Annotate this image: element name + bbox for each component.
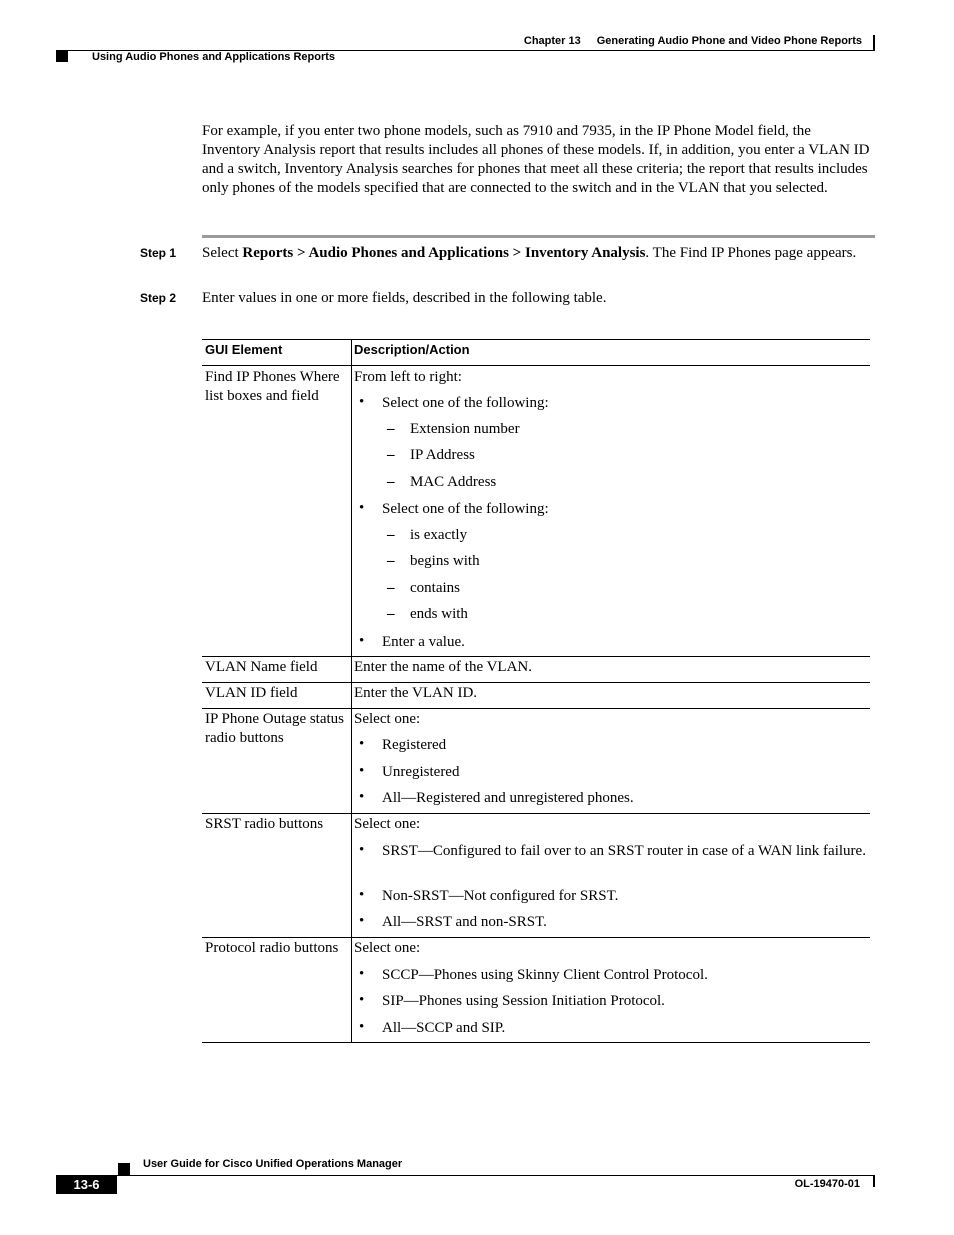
- footer-right-bar: [873, 1175, 875, 1187]
- step-2-text: Enter values in one or more fields, described in the following table.: [202, 290, 607, 306]
- table-header-description: Description/Action: [354, 342, 470, 357]
- row-4-lead: Select one:: [354, 711, 421, 727]
- table-top-rule: [202, 339, 870, 340]
- table-row-rule: [202, 813, 870, 814]
- row-2-lead: Enter the name of the VLAN.: [354, 659, 533, 675]
- header-right-bar: [873, 35, 875, 50]
- row-6-bullet-3: All—SCCP and SIP.: [382, 1020, 506, 1036]
- row-1-bullet-2-sub-1: is exactly: [410, 527, 468, 543]
- row-6-bullet-2: SIP—Phones using Session Initiation Protocol.: [382, 993, 665, 1009]
- row-6-lead: Select one:: [354, 940, 421, 956]
- bullet-icon: •: [359, 992, 365, 1008]
- dash-icon: –: [387, 606, 395, 622]
- row-5-element: SRST radio buttons: [205, 816, 324, 832]
- row-1-lead: From left to right:: [354, 369, 462, 385]
- row-5-lead: Select one:: [354, 816, 421, 832]
- bullet-icon: •: [359, 887, 365, 903]
- bullet-icon: •: [359, 1019, 365, 1035]
- footer-rule: [117, 1175, 875, 1176]
- row-1-element: Find IP Phones Where list boxes and field: [205, 369, 340, 404]
- row-1-bullet-2-sub-3: contains: [410, 580, 460, 596]
- running-header-chapter: [524, 35, 862, 47]
- bullet-icon: •: [359, 763, 365, 779]
- dash-icon: –: [387, 527, 395, 543]
- table-header-rule: [202, 365, 870, 366]
- footer-guide-title: User Guide for Cisco Unified Operations Manager: [143, 1158, 403, 1170]
- row-1-bullet-2: Select one of the following:: [382, 501, 549, 517]
- dash-icon: –: [387, 421, 395, 437]
- chapter-label: Chapter 13: [523, 35, 581, 47]
- intro-paragraph: For example, if you enter two phone models, such as 7910 and 7935, in the IP Phone Model field, the Inventory Analysis report that results includes all phones of these models. If, in addition, you enter a VLAN ID and a switch, Inventory Analysis searches for phones that meet all these criteria; the report that results includes only phones of the models specified that are connected to the switch and in the VLAN that you selected.: [202, 123, 870, 196]
- header-block-marker: [56, 50, 68, 62]
- dash-icon: –: [387, 580, 395, 596]
- step-1-suffix: . The Find IP Phones page appears.: [645, 245, 857, 261]
- step-1-label: Step 1: [140, 246, 177, 260]
- row-6-element: Protocol radio buttons: [205, 940, 339, 956]
- row-1-bullet-1-sub-2: IP Address: [410, 447, 475, 463]
- row-1-bullet-2-sub-4: ends with: [410, 606, 468, 622]
- bullet-icon: •: [359, 789, 365, 805]
- bullet-icon: •: [359, 736, 365, 752]
- row-2-element: VLAN Name field: [205, 659, 318, 675]
- step-1-text: [202, 244, 870, 263]
- dash-icon: –: [387, 447, 395, 463]
- row-4-element: IP Phone Outage status radio buttons: [205, 711, 345, 746]
- row-4-bullet-3: All—Registered and unregistered phones.: [382, 790, 634, 806]
- row-1-bullet-1-sub-1: Extension number: [410, 421, 520, 437]
- row-5-bullet-1: SRST—Configured to fail over to an SRST router in case of a WAN link failure.: [382, 843, 866, 859]
- row-4-bullet-2: Unregistered: [382, 764, 460, 780]
- table-row-rule: [202, 708, 870, 709]
- row-1-bullet-2-sub-2: begins with: [410, 553, 480, 569]
- row-1-bullet-3: Enter a value.: [382, 634, 465, 650]
- chapter-title: Generating Audio Phone and Video Phone Reports: [596, 35, 862, 47]
- bullet-icon: •: [359, 966, 365, 982]
- row-1-bullet-1: Select one of the following:: [382, 395, 549, 411]
- row-3-element: VLAN ID field: [205, 685, 298, 701]
- footer-page-number: 13-6: [56, 1175, 117, 1194]
- row-6-bullet-1: SCCP—Phones using Skinny Client Control Protocol.: [382, 967, 708, 983]
- dash-icon: –: [387, 553, 395, 569]
- bullet-icon: •: [359, 913, 365, 929]
- dash-icon: –: [387, 474, 395, 490]
- row-5-bullet-3: All—SRST and non-SRST.: [382, 914, 547, 930]
- row-1-bullet-1-sub-3: MAC Address: [410, 474, 497, 490]
- row-3-lead: Enter the VLAN ID.: [354, 685, 478, 701]
- step-1-menu-path: Reports > Audio Phones and Applications > Inventory Analysis: [242, 245, 646, 261]
- footer-block-marker: [118, 1163, 130, 1175]
- table-row-rule: [202, 682, 870, 683]
- step-1-prefix: Select: [202, 245, 243, 261]
- step-2-label: Step 2: [140, 291, 177, 305]
- table-row-rule: [202, 656, 870, 657]
- table-header-gui-element: GUI Element: [205, 342, 283, 357]
- bullet-icon: •: [359, 500, 365, 516]
- table-bottom-rule: [202, 1042, 870, 1043]
- bullet-icon: •: [359, 633, 365, 649]
- running-header-section: Using Audio Phones and Applications Reports: [92, 51, 336, 63]
- row-5-bullet-2: Non-SRST—Not configured for SRST.: [382, 888, 619, 904]
- footer-doc-number: OL-19470-01: [794, 1178, 860, 1190]
- bullet-icon: •: [359, 842, 365, 858]
- row-4-bullet-1: Registered: [382, 737, 447, 753]
- table-row-rule: [202, 937, 870, 938]
- procedure-rule: [202, 235, 875, 238]
- bullet-icon: •: [359, 394, 365, 410]
